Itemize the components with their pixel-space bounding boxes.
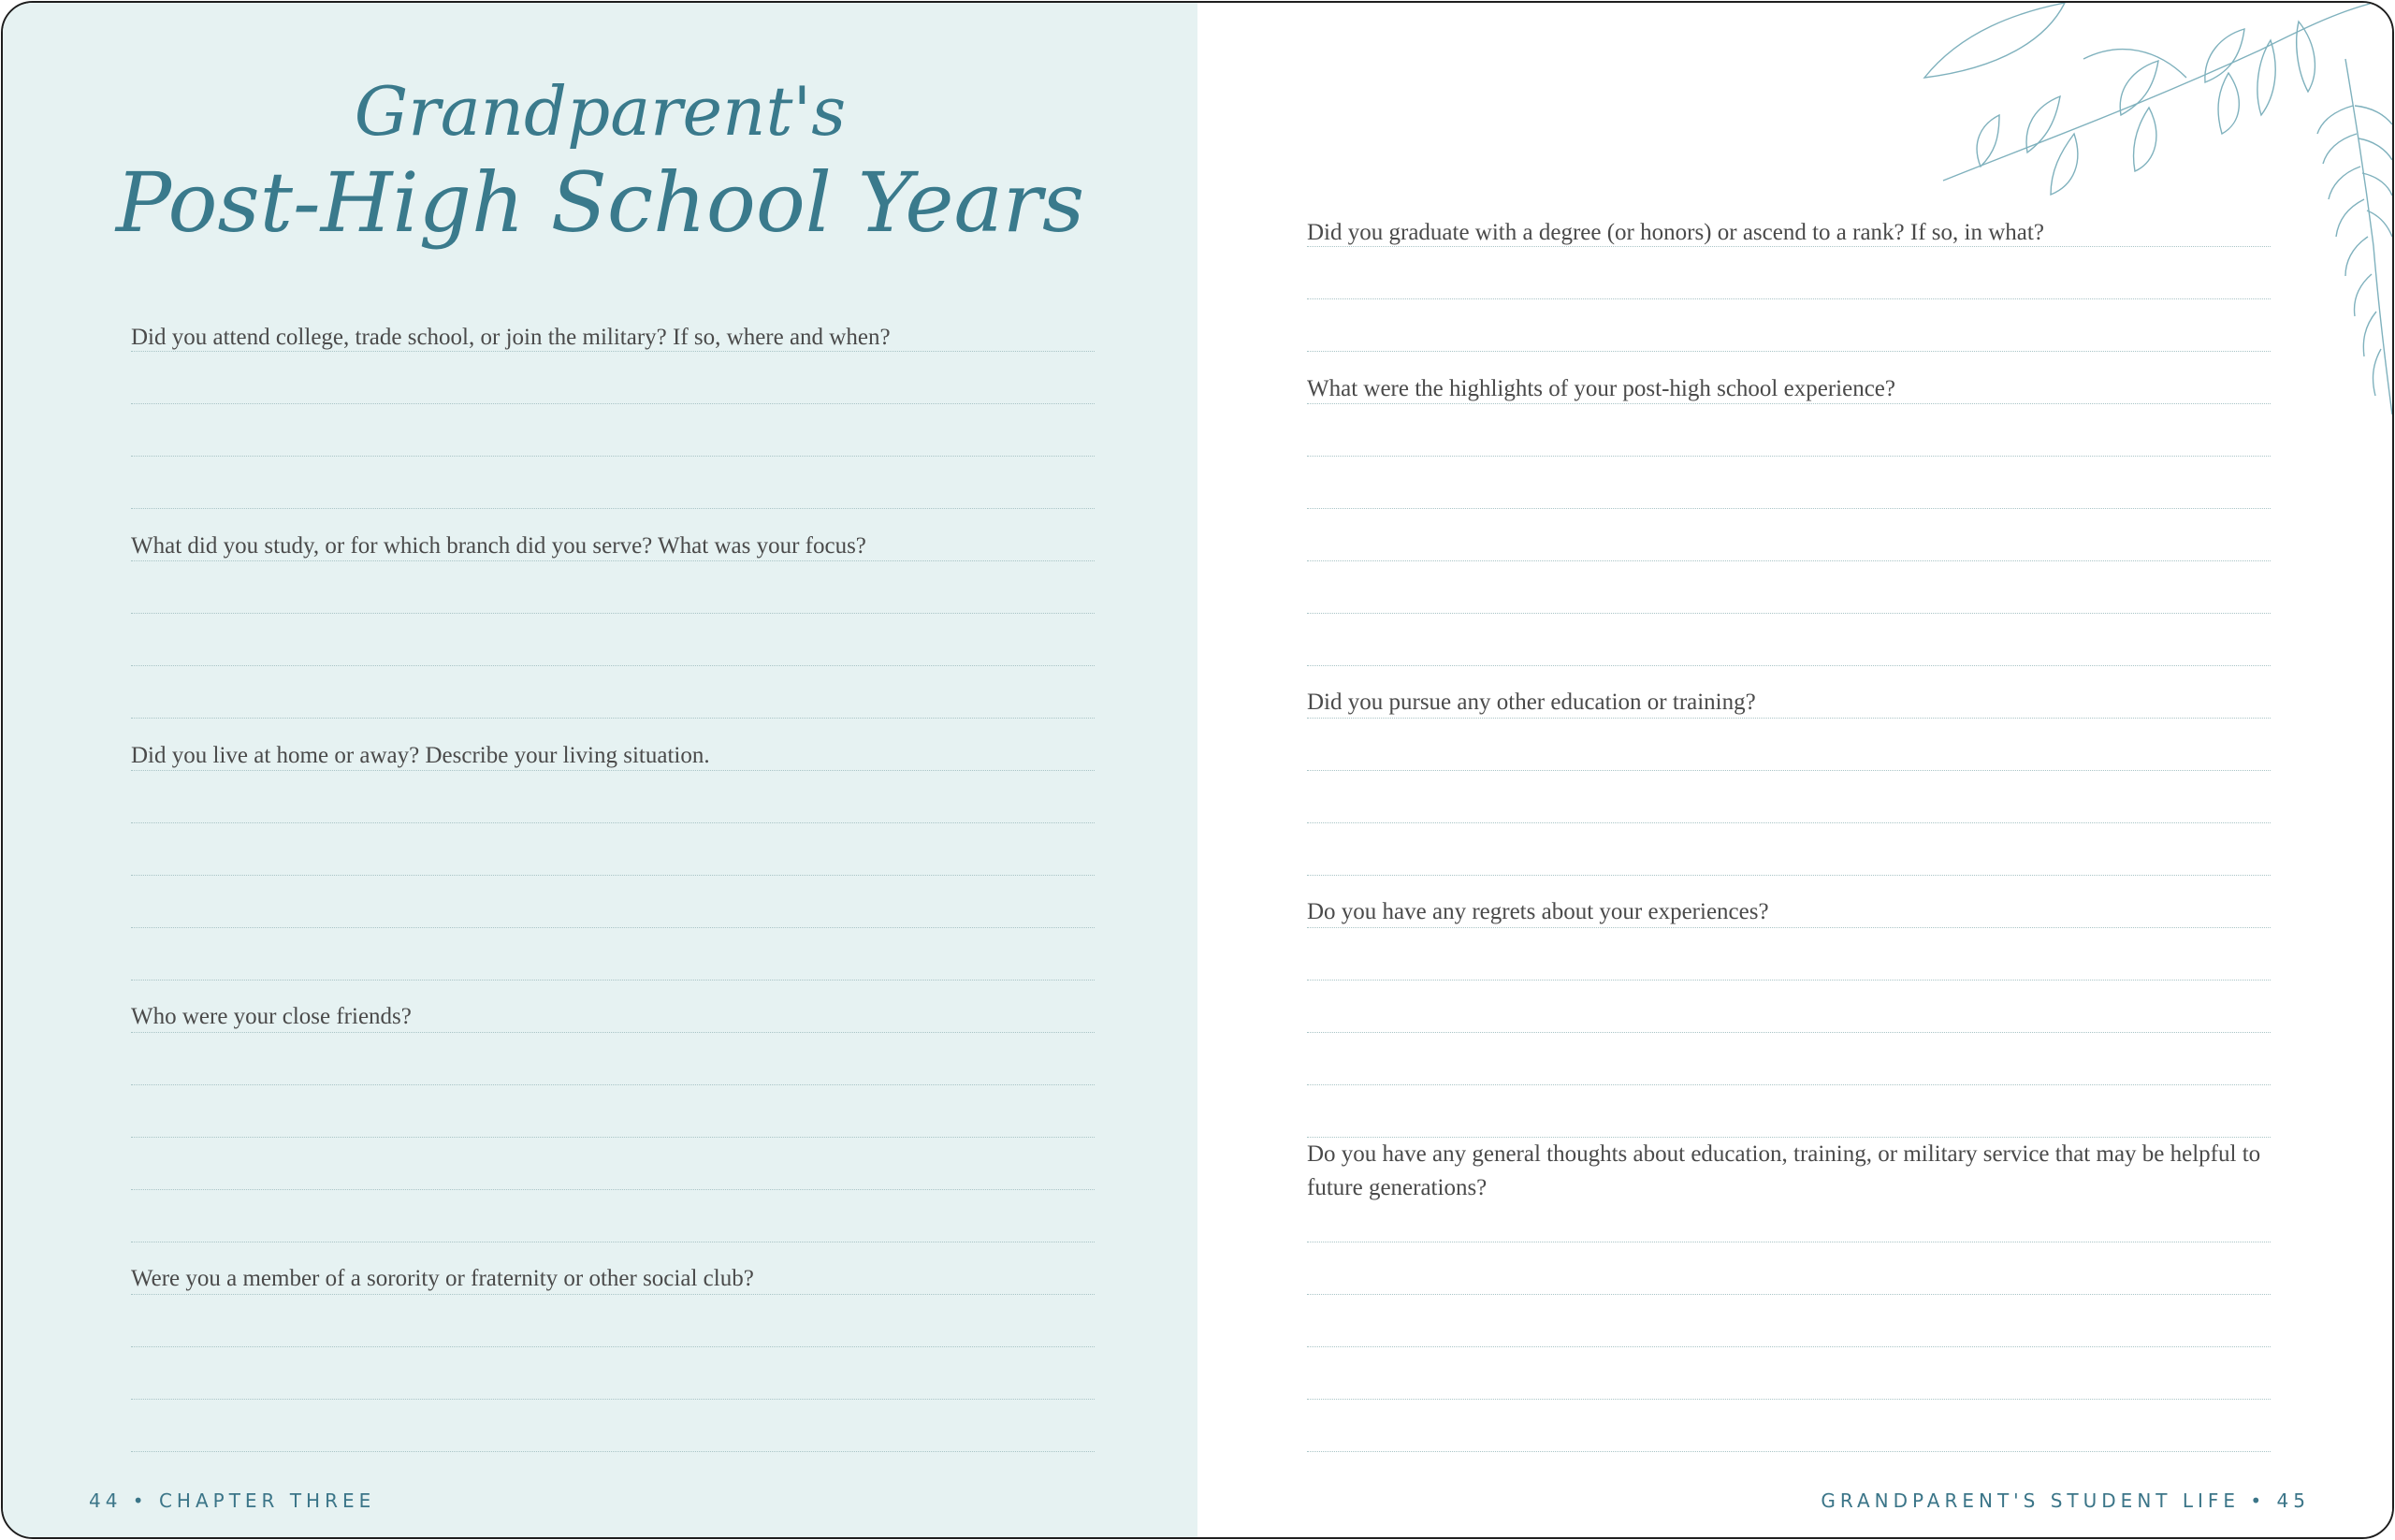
writing-line[interactable] xyxy=(1307,1346,2271,1347)
writing-line[interactable] xyxy=(1307,718,2271,719)
writing-line[interactable] xyxy=(1307,1451,2271,1452)
fern-leaflets-right xyxy=(2355,106,2392,237)
writing-line[interactable] xyxy=(131,456,1095,457)
writing-line[interactable] xyxy=(131,980,1095,981)
page-footer-left: 44 • CHAPTER THREE xyxy=(89,1489,376,1512)
leaf-shape xyxy=(2026,96,2060,153)
leaf-shape xyxy=(2297,22,2315,92)
writing-line[interactable] xyxy=(1307,560,2271,561)
leaf-shape xyxy=(2205,29,2244,82)
writing-line[interactable] xyxy=(131,665,1095,666)
fern-stem xyxy=(2345,59,2392,414)
fern-leaflets-left xyxy=(2317,106,2381,396)
writing-line[interactable] xyxy=(131,718,1095,719)
page-title-line-1: Grandparent's xyxy=(354,72,847,151)
writing-line[interactable] xyxy=(1307,1032,2271,1033)
writing-line[interactable] xyxy=(131,927,1095,928)
page-footer-right: GRANDPARENT'S STUDENT LIFE • 45 xyxy=(1821,1489,2310,1512)
writing-line[interactable] xyxy=(131,770,1095,771)
left-page xyxy=(3,3,1198,1537)
question-7: What were the highlights of your post-high school experience? xyxy=(1307,376,1895,401)
writing-line[interactable] xyxy=(131,1189,1095,1190)
writing-line[interactable] xyxy=(131,1346,1095,1347)
writing-line[interactable] xyxy=(131,1084,1095,1085)
leaf-shape xyxy=(2051,134,2078,195)
writing-line[interactable] xyxy=(131,875,1095,876)
botanical-leaves-illustration xyxy=(1906,3,2392,433)
writing-line[interactable] xyxy=(1307,980,2271,981)
question-1: Did you attend college, trade school, or join the military? If so, where and when? xyxy=(131,325,891,350)
question-5: Were you a member of a sorority or fraternity or other social club? xyxy=(131,1266,754,1291)
question-9: Do you have any regrets about your experiences? xyxy=(1307,899,1769,924)
writing-line[interactable] xyxy=(1307,1294,2271,1295)
question-2: What did you study, or for which branch did you serve? What was your focus? xyxy=(131,533,866,559)
branch-stem xyxy=(1943,3,2373,181)
leaf-shape xyxy=(2218,73,2239,134)
writing-line[interactable] xyxy=(131,613,1095,614)
writing-line[interactable] xyxy=(1307,1137,2271,1138)
writing-line[interactable] xyxy=(131,822,1095,823)
leaf-shape xyxy=(1924,3,2065,78)
writing-line[interactable] xyxy=(1307,927,2271,928)
question-4: Who were your close friends? xyxy=(131,1004,412,1029)
question-10: Do you have any general thoughts about education, training, or military service that may be helpful to future generations? xyxy=(1307,1141,2261,1200)
writing-line[interactable] xyxy=(1307,770,2271,771)
writing-line[interactable] xyxy=(131,508,1095,509)
writing-line[interactable] xyxy=(1307,456,2271,457)
writing-line[interactable] xyxy=(131,1032,1095,1033)
writing-line[interactable] xyxy=(1307,822,2271,823)
writing-line[interactable] xyxy=(131,1399,1095,1400)
question-3: Did you live at home or away? Describe your living situation. xyxy=(131,743,710,768)
writing-line[interactable] xyxy=(131,403,1095,404)
question-8: Did you pursue any other education or training? xyxy=(1307,690,1756,715)
leaf-shape xyxy=(2120,61,2158,115)
writing-line[interactable] xyxy=(131,560,1095,561)
writing-line[interactable] xyxy=(1307,1084,2271,1085)
leaf-shape xyxy=(2257,40,2275,115)
writing-line[interactable] xyxy=(131,1451,1095,1452)
right-page xyxy=(1198,3,2392,1537)
writing-line[interactable] xyxy=(131,1137,1095,1138)
writing-line[interactable] xyxy=(131,1294,1095,1295)
writing-line[interactable] xyxy=(131,351,1095,352)
leaf-shape xyxy=(2133,108,2156,171)
question-6: Did you graduate with a degree (or honors) or ascend to a rank? If so, in what? xyxy=(1307,220,2044,245)
writing-line[interactable] xyxy=(1307,1399,2271,1400)
writing-line[interactable] xyxy=(1307,665,2271,666)
writing-line[interactable] xyxy=(1307,613,2271,614)
writing-line[interactable] xyxy=(1307,508,2271,509)
book-spread xyxy=(1,1,2394,1539)
leaf-shape xyxy=(1977,115,1999,167)
page-title-line-2: Post-High School Years xyxy=(115,154,1085,251)
writing-line[interactable] xyxy=(1307,875,2271,876)
